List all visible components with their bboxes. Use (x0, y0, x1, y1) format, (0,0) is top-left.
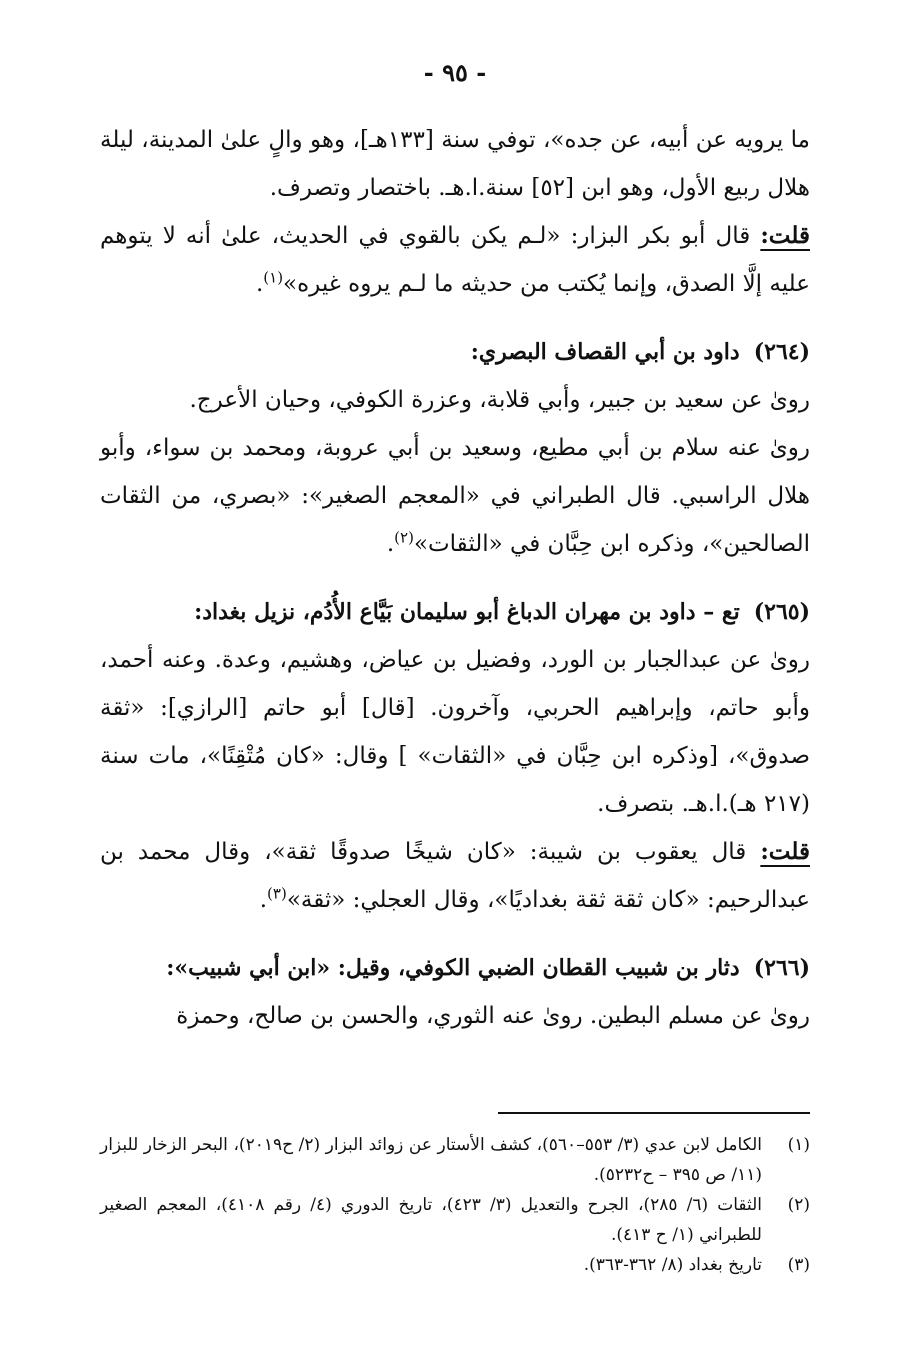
entry-264 (100, 328, 810, 568)
note-end: . (255, 271, 264, 297)
entry-number: (٢٦٦) (753, 955, 810, 981)
intro-text: ما يرويه عن أبيه، عن جده»، توفي سنة [١٣٣هـ]، وهو والٍ علىٰ المدينة، ليلة هلال ربيع الأول، وهو ابن [٥٢] سنة.ا.هـ. باختصار وتصرف. (100, 127, 810, 201)
paragraph-text: روىٰ عن عبدالجبار بن الورد، وفضيل بن عياض، وهشيم، وعدة. وعنه أحمد، وأبو حاتم، وإبراهيم الحربي، وآخرون. [قال] أبو حاتم [الرازي]: «ثقة صدوق»، [وذكره ابن حِبَّان في «الثقات» ] وقال: «كان مُتْقِنًا»، مات سنة (٢١٧ هـ).ا.هـ. بتصرف. (100, 647, 810, 817)
footnote-separator (498, 1112, 810, 1114)
entry-title: دثار بن شبيب القطان الضبي الكوفي، وقيل: «ابن أبي شبيب»: (166, 955, 740, 981)
paragraph-text: روىٰ عن مسلم البطين. روىٰ عنه الثوري، والحسن بن صالح، وحمزة (176, 1003, 810, 1029)
main-text (100, 116, 810, 1040)
footnote-text: تاريخ بغداد (٨/ ٣٦٢-٣٦٣). (583, 1255, 762, 1275)
entry-paragraph (100, 992, 810, 1040)
footnote-text: الكامل لابن عدي (٣/ ٥٥٣–٥٦٠)، كشف الأستار عن زوائد البزار (٢/ ح٢٠١٩)، البحر الزخار للبزار (١١/ ص ٣٩٥ – ح٥٢٣٢). (100, 1135, 762, 1185)
note-text: قال أبو بكر البزار: «لـم يكن بالقوي في الحديث، علىٰ أنه لا يتوهم عليه إلَّا الصدق، وإنما يُكتب من حديثه ما لـم يروه غيره» (100, 223, 810, 297)
footnote-number: (١) (787, 1135, 810, 1155)
footnote-ref: (١) (263, 268, 284, 287)
entry-heading (100, 588, 810, 636)
paragraph-text: روىٰ عن سعيد بن جبير، وأبي قلابة، وعزرة الكوفي، وحيان الأعرج. (189, 387, 810, 413)
footnote-ref: (٢) (394, 528, 414, 547)
entry-heading (100, 328, 810, 376)
paragraph-text: قال يعقوب بن شيبة: «كان شيخًا صدوقًا ثقة»، وقال محمد بن عبدالرحيم: «كان ثقة ثقة بغداديًا»، وقال العجلي: «ثقة» (100, 839, 810, 913)
entry-number: (٢٦٤) (753, 339, 810, 365)
note-label: قلت: (760, 222, 810, 249)
note-label: قلت: (760, 838, 810, 865)
footnotes (100, 1130, 810, 1280)
footnote-number: (٣) (787, 1255, 810, 1275)
intro-note-paragraph (100, 212, 810, 308)
footnote-number: (٢) (787, 1195, 810, 1215)
intro-paragraph (100, 116, 810, 212)
entry-title: تع – داود بن مهران الدباغ أبو سليمان بَيَّاع الأُدُم، نزيل بغداد: (194, 599, 740, 625)
paragraph-end: . (386, 531, 395, 557)
paragraph-text: روىٰ عنه سلام بن أبي مطيع، وسعيد بن أبي عروبة، ومحمد بن سواء، وأبو هلال الراسبي. قال الطبراني في «المعجم الصغير»: «بصري، من الثقات الصالحين»، وذكره ابن حِبَّان في «الثقات» (100, 435, 810, 557)
footnote (100, 1190, 810, 1250)
footnote-ref: (٣) (267, 884, 287, 903)
footnote-text: الثقات (٦/ ٢٨٥)، الجرح والتعديل (٣/ ٤٢٣)، تاريخ الدوري (٤/ رقم ٤١٠٨)، المعجم الصغير للطبراني (١/ ح ٤١٣). (100, 1195, 763, 1245)
entry-paragraph (100, 376, 810, 424)
footnote (100, 1130, 810, 1190)
entry-heading (100, 944, 810, 992)
entry-paragraph (100, 828, 810, 924)
book-page (100, 0, 810, 1351)
page-number: - ٩٥ - (423, 58, 487, 87)
entry-number: (٢٦٥) (753, 599, 810, 625)
footnote (100, 1250, 810, 1280)
entry-paragraph (100, 636, 810, 828)
entry-title: داود بن أبي القصاف البصري: (470, 339, 740, 365)
entry-paragraph (100, 424, 810, 568)
paragraph-end: . (259, 887, 268, 913)
entry-265 (100, 588, 810, 924)
entry-266 (100, 944, 810, 1040)
